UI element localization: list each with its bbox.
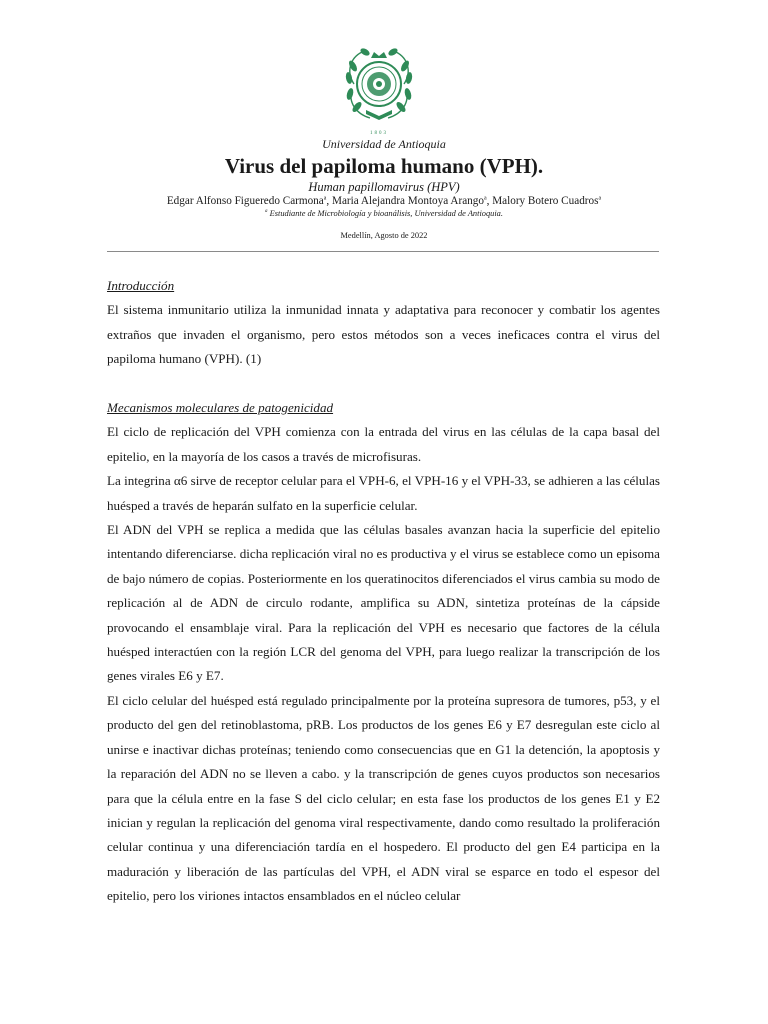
document-date: Medellín, Agosto de 2022 <box>340 231 428 240</box>
seal-year: 1803 <box>370 131 388 136</box>
author-mark: a <box>598 195 602 202</box>
university-seal-icon <box>340 44 418 136</box>
author-name: Maria Alejandra Montoya Arango <box>332 195 484 207</box>
document-title: Virus del papiloma humano (VPH). <box>224 154 544 178</box>
author-separator: , <box>326 195 333 207</box>
body-paragraph: El ciclo celular del huésped está regulado principalmente por la proteína supresora de tumores, p53, y el producto del gen del retinoblastoma, pRB. Los productos de los genes E6 y E7 desregulan este ciclo al unirse e inactivar dichas proteínas; teniendo como consecuencias que en G1 la detención, la apoptosis y la reparación del ADN no se lleven a cabo. y la transcripción de genes cuyos productos son necesarios para que la célula entre en la fase S del ciclo celular; en esta fase los productos de los genes E1 y E2 inician y regulan la replicación del genoma viral respectivamente, dando como resultado la proliferación celular continua y una diferenciación tardía en el hospedero. El producto del gen E4 participa en la maduración y liberación de las partículas del VPH, el ADN viral se esparce en todo el espesor del epitelio, pero los viriones intactos ensamblados en el núcleo celular <box>107 692 660 904</box>
affiliation-line <box>0 209 768 218</box>
section-heading-introduction: Introducción <box>107 278 175 293</box>
authors-line <box>0 195 768 207</box>
author-name: Edgar Alfonso Figueredo Carmona <box>166 195 324 207</box>
section-spacer <box>107 372 660 396</box>
body-paragraph: El ADN del VPH se replica a medida que las células basales avanzan hacia la superficie del epitelio intentando diferenciarse. dicha replicación viral no es productiva y el virus se establece como un episoma de bajo número de copias. Posteriormente en los queratinocitos diferenciados el virus cambia su modo de replicación al de ADN de circulo rodante, amplifica su ADN, sintetiza proteínas de la cápside provocando el ensamblaje viral. Para la replicación del VPH es necesario que factores de la célula huésped interactúen con la región LCR del genoma del VPH, para luego realizar la transcripción de los genes virales E6 y E7. <box>107 522 660 684</box>
author-mark: a <box>323 195 327 202</box>
document-subtitle: Human papillomavirus (HPV) <box>308 180 460 194</box>
affiliation-mark: a <box>265 209 268 215</box>
body-paragraph: La integrina α6 sirve de receptor celular para el VPH-6, el VPH-16 y el VPH-33, se adhieren a las células huésped a través de heparán sulfato en la superficie celular. <box>107 473 660 513</box>
document-body <box>107 274 660 909</box>
intro-paragraph: El sistema inmunitario utiliza la inmunidad innata y adaptativa para reconocer y combatir los agentes extraños que invaden el organismo, pero estos métodos son a veces ineficaces contra el virus del papiloma humano (VPH). (1) <box>107 302 660 367</box>
university-name: Universidad de Antioquia <box>322 137 446 151</box>
author-name: Malory Botero Cuadros <box>492 195 599 207</box>
affiliation-text: Estudiante de Microbiología y bioanálisis, Universidad de Antioquia. <box>269 209 503 218</box>
header-divider <box>107 251 659 252</box>
author-separator: , <box>486 195 493 207</box>
body-paragraph: El ciclo de replicación del VPH comienza con la entrada del virus en las células de la capa basal del epitelio, en la mayoría de los casos a través de microfisuras. <box>107 424 660 464</box>
author-mark: a <box>483 195 487 202</box>
section-heading-mechanisms: Mecanismos moleculares de patogenicidad <box>107 400 334 416</box>
seal-graphic <box>340 44 418 136</box>
